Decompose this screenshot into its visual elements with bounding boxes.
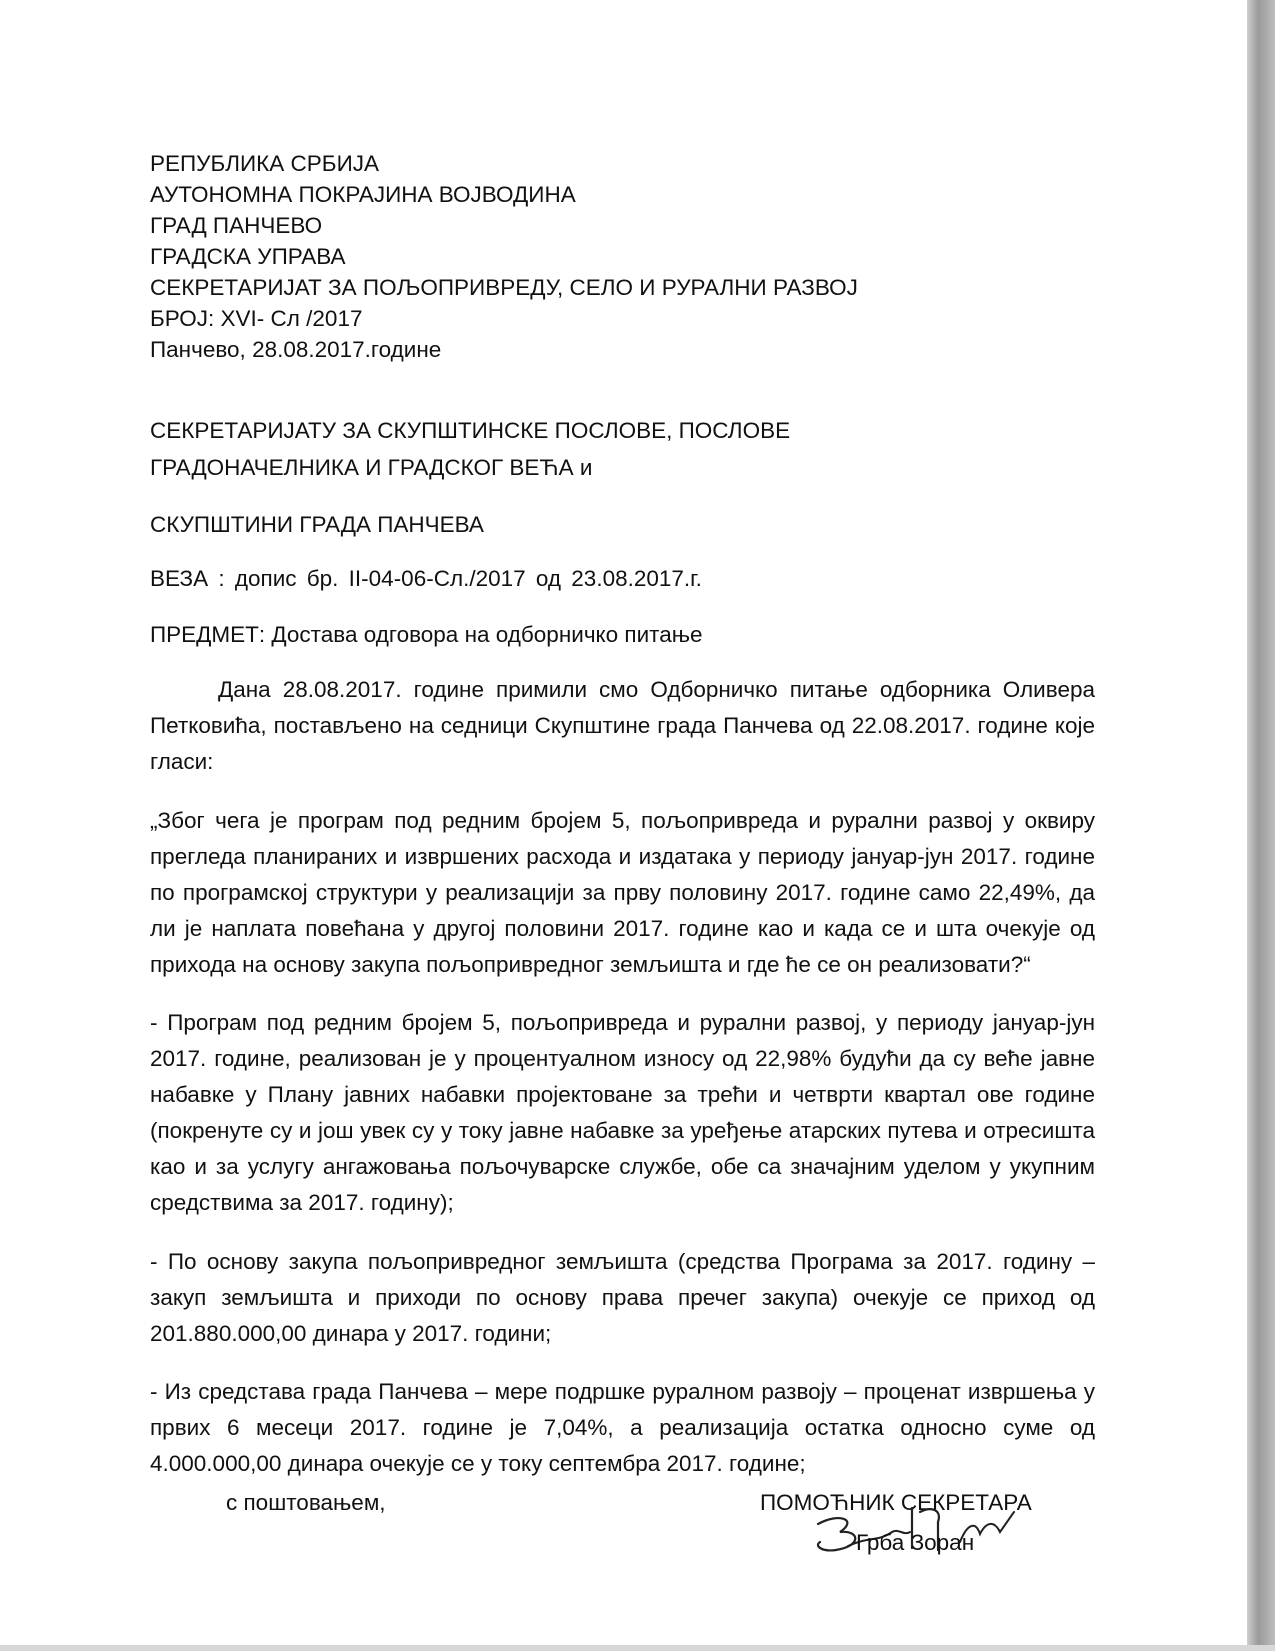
document-number: БРОЈ: XVI- Сл /2017 xyxy=(150,306,363,331)
greeting: с поштовањем, xyxy=(226,1490,386,1515)
addressee-line-3: СКУПШТИНИ ГРАДА ПАНЧЕВА xyxy=(150,512,484,537)
header-province: АУТОНОМНА ПОКРАЈИНА ВОЈВОДИНА xyxy=(150,182,576,207)
header-country: РЕПУБЛИКА СРБИЈА xyxy=(150,151,379,176)
intro-paragraph: Дана 28.08.2017. године примили смо Одборничко питање одборника Оливера Петковића, постављено на седници Скупштине града Панчева од 22.08.2017. године које гласи: xyxy=(150,677,1095,774)
answer-paragraph-2: - По основу закупа пољопривредног земљишта (средства Програма за 2017. годину – закуп земљишта и приходи по основу права пречег закупа) очекује се приход од 201.880.000,00 динара у 2017. години; xyxy=(150,1248,1095,1346)
addressee-line-1: СЕКРЕТАРИЈАТУ ЗА СКУПШТИНСКЕ ПОСЛОВЕ, ПОСЛОВЕ xyxy=(150,418,791,443)
addressee xyxy=(150,412,1095,486)
signatory-name: Грба Зоран xyxy=(856,1530,975,1555)
scan-edge-bottom xyxy=(0,1645,1275,1651)
closing-block xyxy=(150,1490,1095,1600)
document-body xyxy=(150,148,1095,1505)
scan-edge-right xyxy=(1247,0,1275,1651)
header-secretariat: СЕКРЕТАРИЈАТ ЗА ПОЉОПРИВРЕДУ, СЕЛО И РУРАЛНИ РАЗВОЈ xyxy=(150,275,858,300)
header-city: ГРАД ПАНЧЕВО xyxy=(150,213,323,238)
signatory-title: ПОМОЋНИК СЕКРЕТАРА xyxy=(760,1490,1032,1515)
letterhead xyxy=(150,148,1095,365)
question-paragraph: „Због чега је програм под редним бројем 5, пољопривреда и рурални развој у оквиру прегледа планираних и извршених расхода и издатака у периоду јануар-јун 2017. године по програмској структури у реализацији за прву половину 2017. године само 22,49%, да ли је наплата повећана у другој половини 2017. године као и када се и шта очекује од прихода на основу закупа пољопривредног земљишта и где ће се он реализовати?“ xyxy=(150,807,1095,977)
reference-line: ВЕЗА : допис бр. II-04-06-Сл./2017 од 23.08.2017.г. xyxy=(150,566,702,591)
answer-paragraph-1: - Програм под редним бројем 5, пољопривреда и рурални развој, у периоду јануар-јун 2017. године, реализован је у процентуалном износу од 22,98% будући да су веће јавне набавке у Плану јавних набавки пројектоване за трећи и четврти квартал ове године (покренуте су и још увек су у току јавне набавке за уређење атарских путева и отресишта као и за услугу ангажовања пољочуварске службе, обе са значајним уделом у укупним средствима за 2017. годину); xyxy=(150,1010,1095,1215)
addressee-line-2: ГРАДОНАЧЕЛНИКА И ГРАДСКОГ ВЕЋА и xyxy=(150,455,593,480)
place-date: Панчево, 28.08.2017.године xyxy=(150,337,442,362)
answer-paragraph-3: - Из средстава града Панчева – мере подршке руралном развоју – проценат извршења у првих 6 месеци 2017. године је 7,04%, а реализација остатка односно суме од 4.000.000,00 динара очекује се у току септембра 2017. године; xyxy=(150,1379,1095,1476)
header-administration: ГРАДСКА УПРАВА xyxy=(150,244,346,269)
subject-line: ПРЕДМЕТ: Достава одговора на одборничко питање xyxy=(150,622,703,647)
